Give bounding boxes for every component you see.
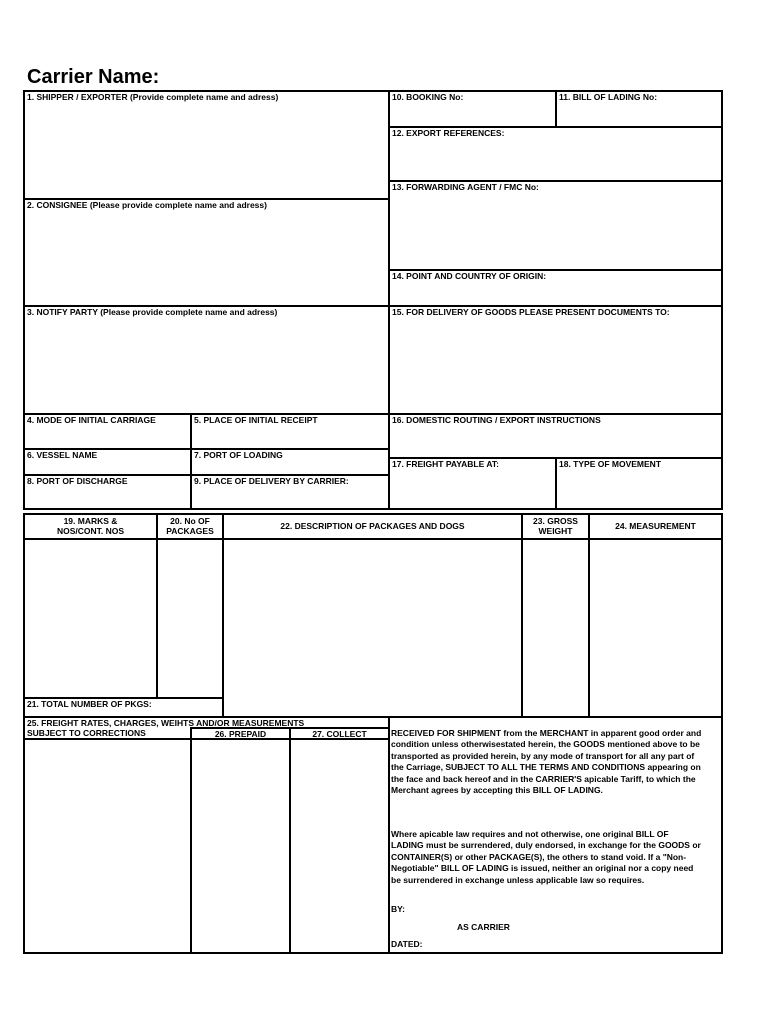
bill-of-lading-number-label: 11. BILL OF LADING No: [559, 92, 658, 102]
booking-number-label: 10. BOOKING No: [392, 92, 464, 102]
place-of-delivery-field[interactable] [190, 474, 390, 510]
freight-payable-at-field[interactable] [388, 457, 557, 510]
port-of-loading-label: 7. PORT OF LOADING [194, 450, 283, 460]
type-of-movement-label: 18. TYPE OF MOVEMENT [559, 459, 662, 469]
place-of-initial-receipt-field[interactable] [190, 413, 390, 450]
description-cell[interactable] [222, 538, 523, 718]
booking-number-field[interactable] [388, 90, 557, 128]
measurement-label: 24. MEASUREMENT [615, 520, 696, 531]
forwarding-agent-label: 13. FORWARDING AGENT / FMC No: [392, 182, 539, 192]
signature-by-label: BY: [391, 904, 406, 914]
export-references-field[interactable] [388, 126, 723, 182]
port-of-discharge-field[interactable] [23, 474, 192, 510]
delivery-documents-field[interactable] [388, 305, 723, 415]
shipper-exporter-label: 1. SHIPPER / EXPORTER (Provide complete name and adress) [27, 92, 279, 102]
terms-received-text: RECEIVED FOR SHIPMENT from the MERCHANT in apparent good order and condition unless otherwisestated herein, the GOODS mentioned above to be transported as provided herein, by any mode of transport for all any part of the Carriage, SUBJECT TO ALL THE TERMS AND CONDITIONS appearing on the face and back hereof and in the CARRIER'S apicable Tariff, to which the Merchant agrees by accepting this BILL OF LADING. [391, 728, 702, 796]
place-of-delivery-label: 9. PLACE OF DELIVERY BY CARRIER: [194, 476, 349, 486]
notify-party-field[interactable] [23, 305, 390, 415]
total-packages-label: 21. TOTAL NUMBER OF PKGS: [27, 699, 152, 709]
point-country-of-origin-label: 14. POINT AND COUNTRY OF ORIGIN: [392, 271, 547, 281]
description-of-packages-label: 22. DESCRIPTION OF PACKAGES AND DOGS [280, 520, 465, 531]
domestic-routing-field[interactable] [388, 413, 723, 459]
notify-party-label: 3. NOTIFY PARTY (Please provide complete name and adress) [27, 307, 278, 317]
type-of-movement-field[interactable] [555, 457, 723, 510]
as-carrier-label: AS CARRIER [457, 922, 510, 932]
gross-weight-label: 23. GROSS WEIGHT [533, 515, 578, 536]
shipper-exporter-field[interactable] [23, 90, 390, 200]
collect-label: 27. COLLECT [312, 728, 367, 739]
terms-box [388, 716, 723, 954]
prepaid-label: 26. PREPAID [214, 728, 267, 739]
vessel-name-label: 6. VESSEL NAME [27, 450, 98, 460]
bill-of-lading-form [23, 90, 723, 954]
freight-payable-at-label: 17. FREIGHT PAYABLE AT: [392, 459, 499, 469]
number-of-packages-cell[interactable] [156, 538, 224, 699]
gross-weight-header [521, 513, 590, 540]
carrier-name-title: Carrier Name: [27, 66, 160, 88]
domestic-routing-label: 16. DOMESTIC ROUTING / EXPORT INSTRUCTIONS [392, 415, 601, 425]
marks-nos-header [23, 513, 158, 540]
collect-cell[interactable] [289, 738, 390, 954]
marks-nos-cell[interactable] [23, 538, 158, 699]
prepaid-cell[interactable] [190, 738, 291, 954]
bill-of-lading-number-field[interactable] [555, 90, 723, 128]
dated-label: DATED: [391, 939, 423, 949]
gross-weight-cell[interactable] [521, 538, 590, 718]
number-of-packages-header [156, 513, 224, 540]
vessel-name-field[interactable] [23, 448, 192, 476]
marks-nos-label: 19. MARKS & NOS/CONT. NOS [56, 515, 125, 536]
delivery-documents-label: 15. FOR DELIVERY OF GOODS PLEASE PRESENT DOCUMENTS TO: [392, 307, 670, 317]
description-of-packages-header [222, 513, 523, 540]
terms-surrender-text: Where apicable law requires and not otherwise, one original BILL OF LADING must be surrendered, duly endorsed, in exchange for the GOODS or CONTAINER(S) or other PACKAGE(S), the others to stand void. If a "Non- Negotiable" BILL OF LADING is issued, neither an original nor a copy need be surrendered in exchange unless applicable law so requires. [391, 829, 701, 885]
total-packages-field[interactable] [23, 697, 224, 718]
consignee-field[interactable] [23, 198, 390, 307]
port-of-loading-field[interactable] [190, 448, 390, 476]
number-of-packages-label: 20. No OF PACKAGES [166, 515, 214, 536]
measurement-header [588, 513, 723, 540]
freight-rates-label: 25. FREIGHT RATES, CHARGES, WEIHTS AND/OR MEASUREMENTS SUBJECT TO CORRECTIONS [27, 718, 305, 738]
mode-of-initial-carriage-label: 4. MODE OF INITIAL CARRIAGE [27, 415, 156, 425]
measurement-cell[interactable] [588, 538, 723, 718]
place-of-initial-receipt-label: 5. PLACE OF INITIAL RECEIPT [194, 415, 318, 425]
export-references-label: 12. EXPORT REFERENCES: [392, 128, 505, 138]
port-of-discharge-label: 8. PORT OF DISCHARGE [27, 476, 128, 486]
forwarding-agent-field[interactable] [388, 180, 723, 271]
mode-of-initial-carriage-field[interactable] [23, 413, 192, 450]
consignee-label: 2. CONSIGNEE (Please provide complete name and adress) [27, 200, 267, 210]
point-country-of-origin-field[interactable] [388, 269, 723, 307]
freight-rates-cell[interactable] [23, 738, 192, 954]
